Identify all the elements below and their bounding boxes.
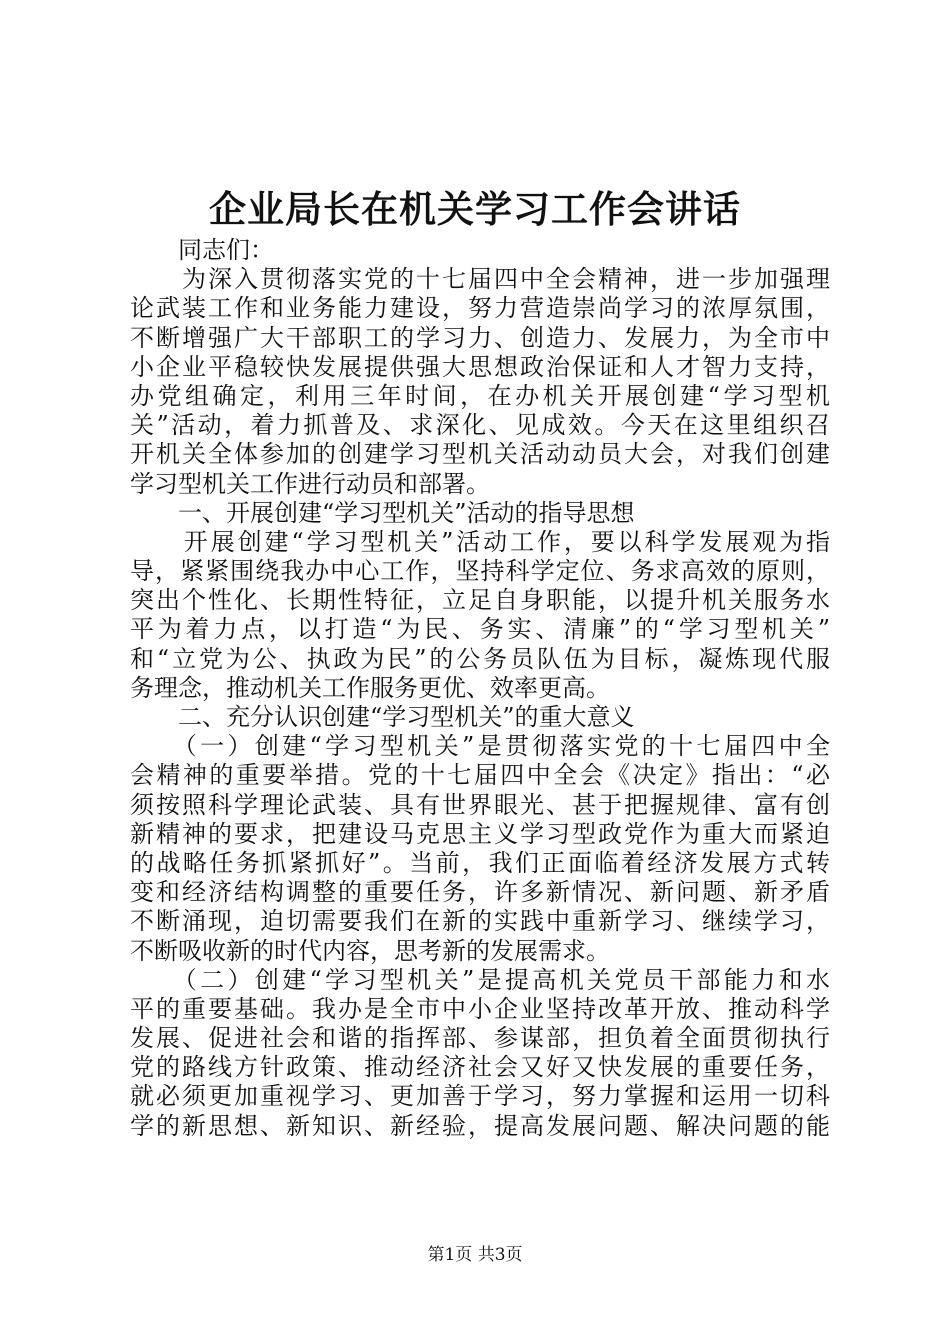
body-line: 发展、促进社会和谐的指挥部、参谋部，担负着全面贯彻执行 bbox=[130, 1024, 830, 1053]
body-line: 新精神的要求，把建设马克思主义学习型政党作为重大而紧迫 bbox=[130, 819, 830, 848]
body-line: 开机关全体参加的创建学习型机关活动动员大会，对我们创建 bbox=[130, 440, 830, 469]
body-line: 和“立党为公、执政为民”的公务员队伍为目标，凝炼现代服 bbox=[130, 644, 830, 673]
body-line: 为深入贯彻落实党的十七届四中全会精神，进一步加强理 bbox=[130, 265, 830, 294]
body-line: 开展创建“学习型机关”活动工作，要以科学发展观为指 bbox=[130, 527, 830, 556]
document-title: 企业局长在机关学习工作会讲话 bbox=[209, 187, 741, 231]
body-line: 平为着力点，以打造“为民、务实、清廉”的“学习型机关” bbox=[130, 615, 830, 644]
page-footer: 第1页 共3页 bbox=[427, 1245, 523, 1265]
body-line: 会精神的重要举措。党的十七届四中全会《决定》指出：“必 bbox=[130, 761, 830, 790]
body-line: 学的新思想、新知识、新经验，提高发展问题、解决问题的能 bbox=[130, 1111, 830, 1140]
body-line: 不断吸收新的时代内容，思考新的发展需求。 bbox=[130, 936, 610, 965]
body-line: 办党组确定，利用三年时间，在办机关开展创建“学习型机 bbox=[130, 381, 830, 410]
body-line: 变和经济结构调整的重要任务，许多新情况、新问题、新矛盾 bbox=[130, 878, 830, 907]
body-line: 的战略任务抓紧抓好”。当前，我们正面临着经济发展方式转 bbox=[130, 848, 830, 877]
body-line: 学习型机关工作进行动员和部署。 bbox=[130, 469, 490, 498]
body-line: 同志们： bbox=[130, 236, 274, 264]
body-line: 小企业平稳较快发展提供强大思想政治保证和人才智力支持， bbox=[130, 352, 830, 381]
body-line: 导，紧紧围绕我办中心工作，坚持科学定位、务求高效的原则， bbox=[130, 557, 830, 586]
body-line: 不断涌现，迫切需要我们在新的实践中重新学习、继续学习， bbox=[130, 907, 830, 936]
body-line: 须按照科学理论武装、具有世界眼光、甚于把握规律、富有创 bbox=[130, 790, 830, 819]
body-line: 务理念，推动机关工作服务更优、效率更高。 bbox=[130, 673, 610, 702]
document-body bbox=[130, 236, 830, 1141]
body-line: 论武装工作和业务能力建设，努力营造崇尚学习的浓厚氛围， bbox=[130, 294, 830, 323]
body-line: 突出个性化、长期性特征，立足自身职能，以提升机关服务水 bbox=[130, 586, 830, 615]
body-line: 就必须更加重视学习、更加善于学习，努力掌握和运用一切科 bbox=[130, 1082, 830, 1111]
body-line: （一）创建“学习型机关”是贯彻落实党的十七届四中全 bbox=[130, 732, 830, 761]
body-line: 党的路线方针政策、推动经济社会又好又快发展的重要任务， bbox=[130, 1053, 830, 1082]
body-line: （二）创建“学习型机关”是提高机关党员干部能力和水 bbox=[130, 965, 830, 994]
body-line: 二、充分认识创建“学习型机关”的重大意义 bbox=[130, 703, 635, 731]
body-line: 一、开展创建“学习型机关”活动的指导思想 bbox=[130, 498, 635, 527]
body-line: 平的重要基础。我办是全市中小企业坚持改革开放、推动科学 bbox=[130, 994, 830, 1023]
body-line: 不断增强广大干部职工的学习力、创造力、发展力，为全市中 bbox=[130, 323, 830, 352]
body-line: 关”活动，着力抓普及、求深化、见成效。今天在这里组织召 bbox=[130, 411, 830, 440]
